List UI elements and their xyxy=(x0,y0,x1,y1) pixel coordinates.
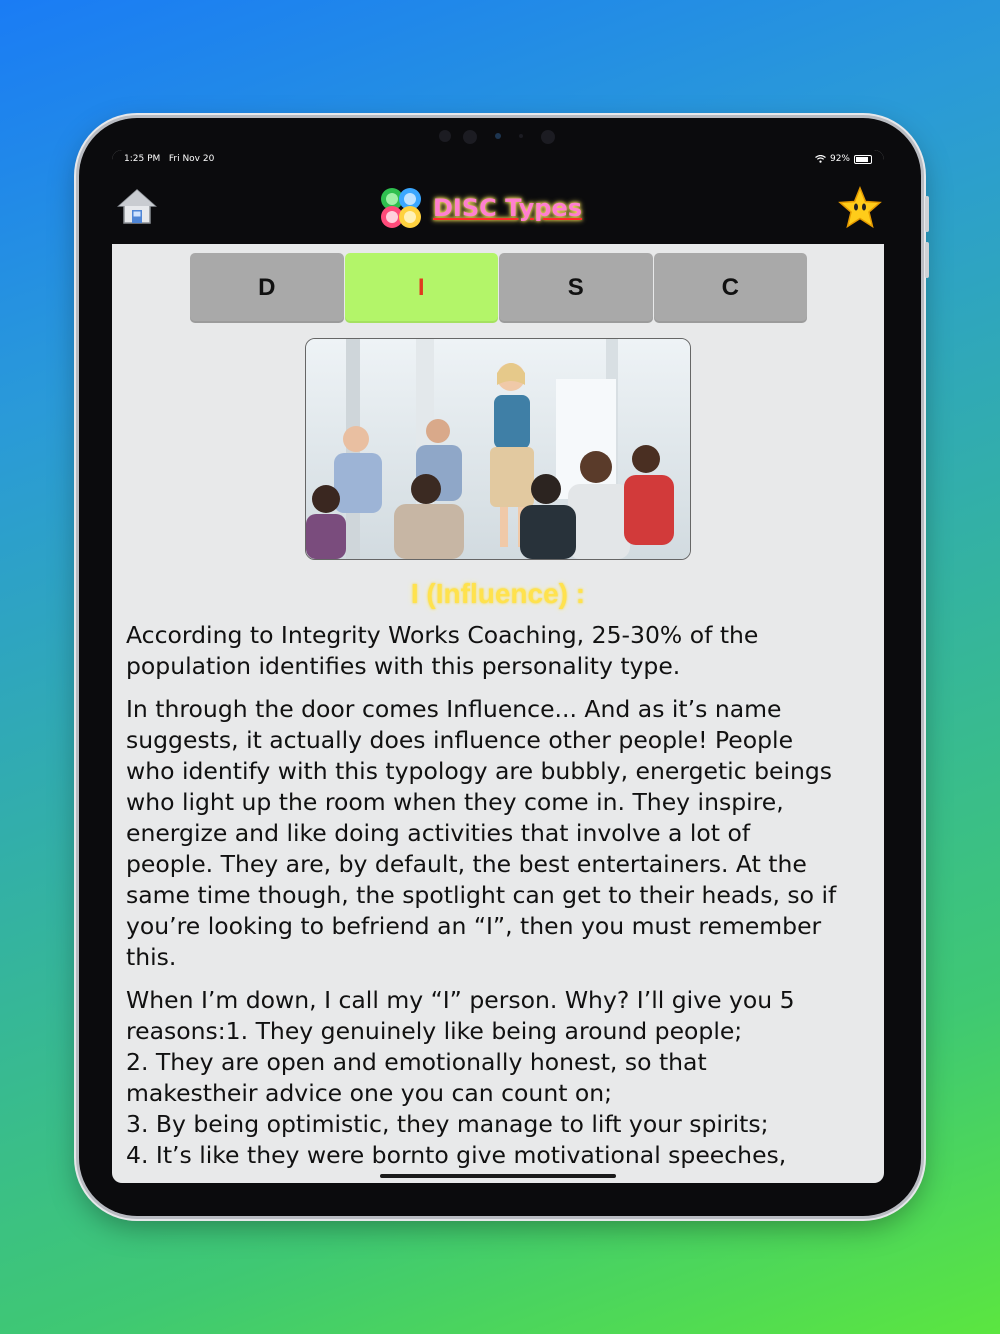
influence-photo xyxy=(305,338,691,560)
text-line: this. xyxy=(126,943,177,971)
text-line: suggests, it actually does influence other people! People xyxy=(126,726,794,754)
star-icon[interactable] xyxy=(838,186,882,230)
status-date: Fri Nov 20 xyxy=(168,154,215,164)
title-group xyxy=(377,184,582,232)
text-line: same time though, the spotlight can get to their heads, so if xyxy=(126,881,837,909)
home-indicator[interactable] xyxy=(380,1174,616,1178)
battery-percent: 92% xyxy=(829,154,850,164)
status-right xyxy=(815,154,872,164)
camera-dot xyxy=(541,130,555,144)
text-line: makestheir advice one you can count on; xyxy=(126,1079,613,1107)
text-line: reasons:1. They genuinely like being around people; xyxy=(126,1017,743,1045)
battery-icon xyxy=(854,155,872,164)
status-time: 1:25 PM xyxy=(124,154,161,164)
text-line: When I’m down, I call my “I” person. Why? I’ll give you 5 xyxy=(126,986,795,1014)
clover-logo-icon xyxy=(377,184,425,232)
text-line: population identifies with this personality type. xyxy=(126,652,681,680)
app-screen xyxy=(112,150,884,1183)
status-bar xyxy=(112,150,884,172)
text-line: 2. They are open and emotionally honest, so that xyxy=(126,1048,707,1076)
paragraph-description xyxy=(126,694,874,973)
text-line: who identify with this typology are bubbly, energetic beings xyxy=(126,757,833,785)
home-icon[interactable] xyxy=(116,186,158,228)
text-line: who light up the room when they come in. They inspire, xyxy=(126,788,784,816)
text-line: energize and like doing activities that involve a lot of xyxy=(126,819,751,847)
text-line: 3. By being optimistic, they manage to lift your spirits; xyxy=(126,1110,769,1138)
text-line: people. They are, by default, the best entertainers. At the xyxy=(126,850,807,878)
camera-lens xyxy=(495,133,501,139)
status-time-date xyxy=(124,154,214,164)
volume-down-button xyxy=(925,242,929,278)
paragraph-reasons xyxy=(126,985,874,1171)
text-line: you’re looking to befriend an “I”, then you must remember xyxy=(126,912,822,940)
nav-bar xyxy=(112,172,884,244)
tab-d[interactable]: D xyxy=(190,253,344,323)
camera-dot xyxy=(439,130,451,142)
type-heading: I (Influence) : xyxy=(410,578,586,609)
tablet-frame xyxy=(79,118,921,1216)
tab-c[interactable]: C xyxy=(654,253,808,323)
camera-dot xyxy=(463,130,477,144)
text-line: 4. It’s like they were bornto give motivational speeches, xyxy=(126,1141,787,1169)
tab-s[interactable]: S xyxy=(499,253,653,323)
wifi-icon xyxy=(815,155,826,163)
page-title: DISC Types xyxy=(433,194,583,222)
group-meeting-photo xyxy=(306,339,690,559)
paragraph-stat xyxy=(126,620,874,682)
disc-tabs xyxy=(190,253,808,323)
sensor-dot xyxy=(519,134,523,138)
description-text xyxy=(126,620,874,1183)
volume-up-button xyxy=(925,196,929,232)
text-line: In through the door comes Influence... And as it’s name xyxy=(126,695,782,723)
text-line: According to Integrity Works Coaching, 25-30% of the xyxy=(126,621,759,649)
tab-i[interactable]: I xyxy=(345,253,499,323)
